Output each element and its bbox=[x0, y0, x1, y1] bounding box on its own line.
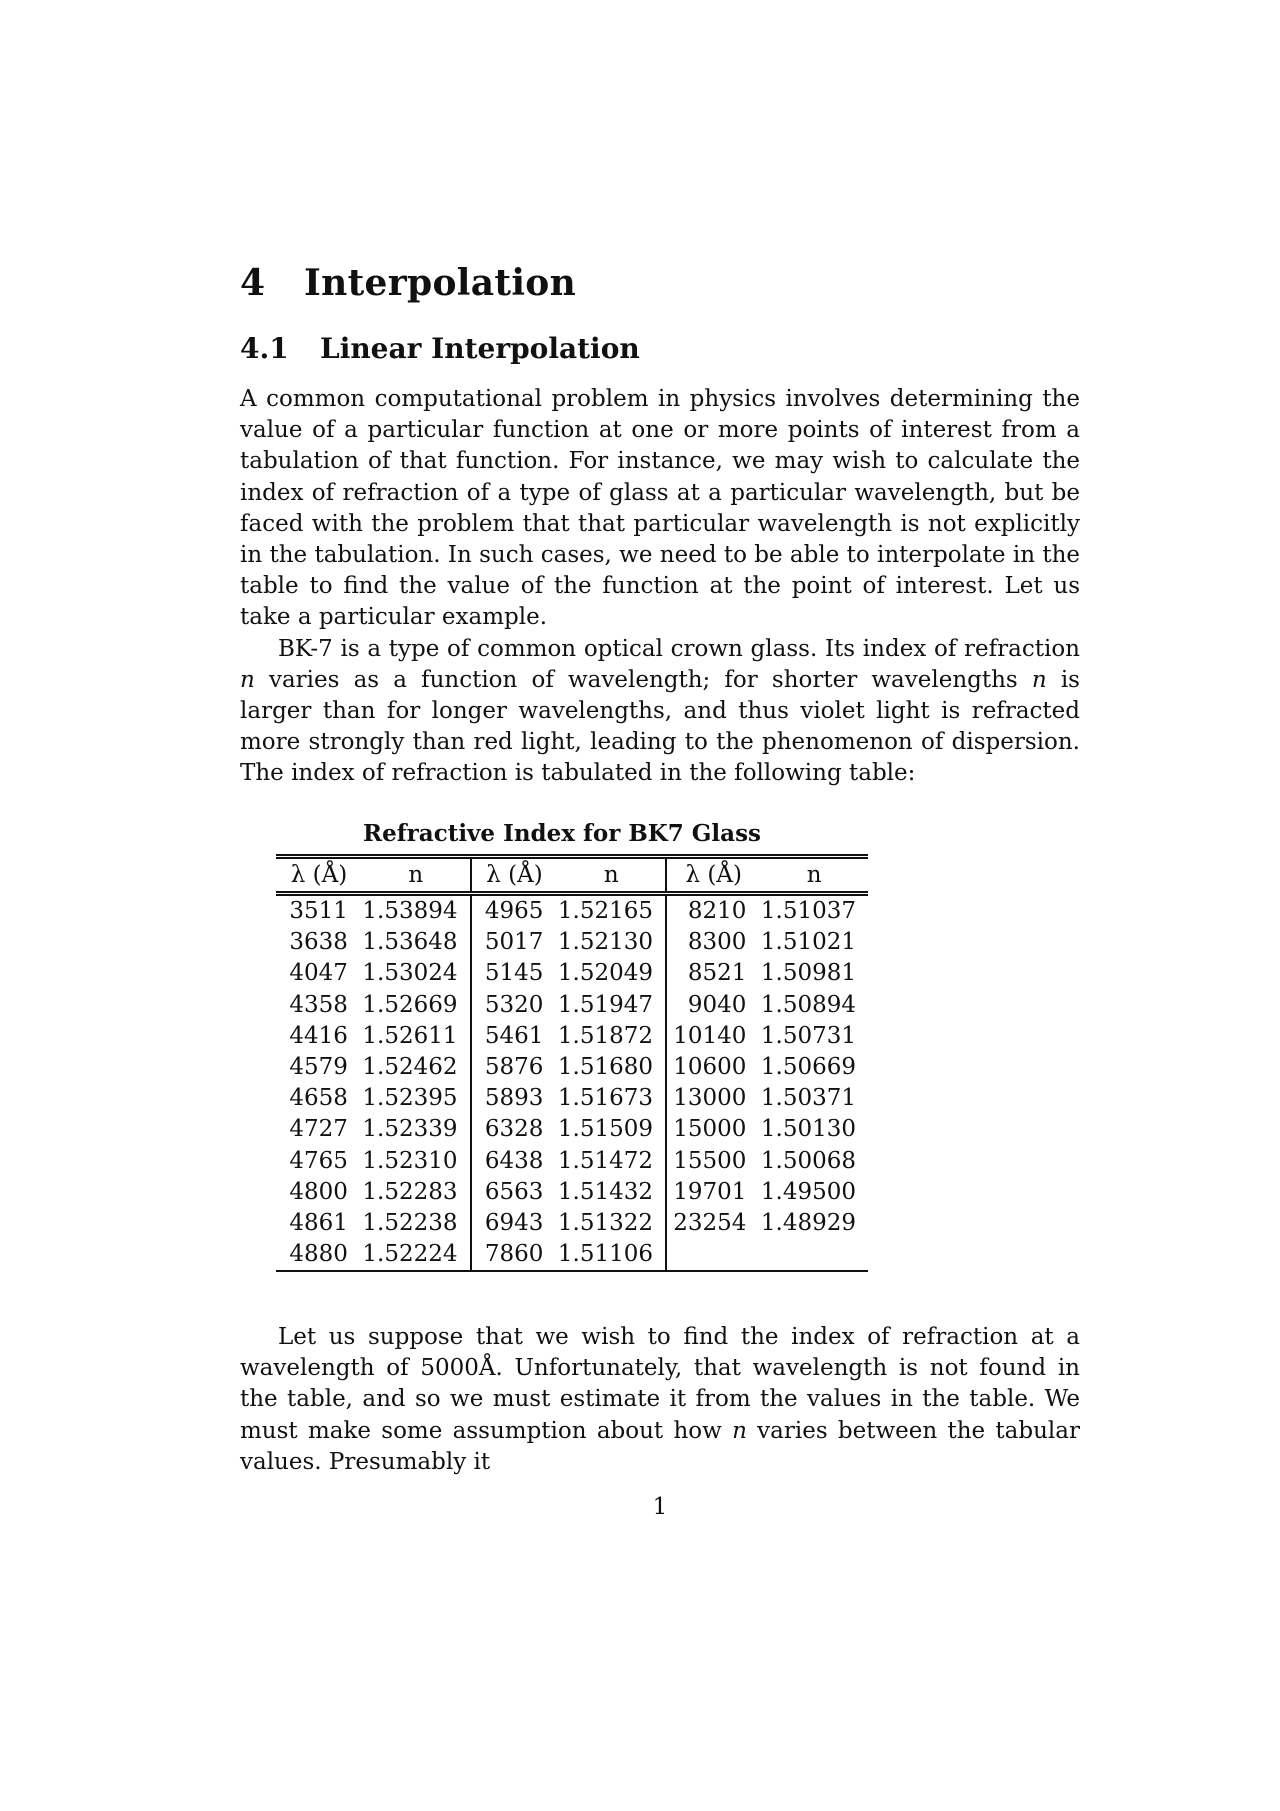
refractive-index-table-block bbox=[276, 818, 868, 1272]
cell-index: 1.50894 bbox=[760, 991, 856, 1018]
cell-index: 1.52049 bbox=[557, 958, 666, 989]
cell-index: 1.51673 bbox=[557, 1083, 666, 1114]
header-wavelength: λ (Å) bbox=[276, 857, 362, 894]
paragraph-2-part-c: is larger than for longer wavelengths, and thus violet light is refracted more strongly than red light, leading to the phenomenon of dispersion. The index of refraction is tabulated in the following table: bbox=[240, 666, 1080, 787]
intro-text bbox=[240, 384, 1080, 790]
cell-index: 1.52669 bbox=[362, 990, 471, 1021]
table-row bbox=[276, 1114, 868, 1145]
table-row bbox=[276, 1239, 868, 1271]
cell-wavelength: 4727 bbox=[289, 1116, 348, 1143]
cell-index bbox=[760, 1239, 868, 1271]
header-index: n bbox=[557, 857, 666, 894]
cell-wavelength: 4416 bbox=[289, 1022, 348, 1049]
cell-wavelength: 23254 bbox=[673, 1210, 747, 1237]
cell-index: 1.51432 bbox=[557, 1177, 666, 1208]
cell-index: 1.52339 bbox=[362, 1114, 471, 1145]
paragraph-1: A common computational problem in physics involves determining the value of a particular function at one or more points of interest from a tabulation of that function. For instance, we may wish to calculate the index of refraction of a type of glass at a particular wavelength, but be faced with the problem that that particular wavelength is not explicitly in the tabulation. In such cases, we need to be able to interpolate in the table to find the value of the function at the point of interest. Let us take a particular example. bbox=[240, 386, 1080, 631]
cell-index: 1.52238 bbox=[362, 1208, 471, 1239]
cell-wavelength: 4658 bbox=[289, 1085, 348, 1112]
cell-wavelength: 8300 bbox=[687, 929, 747, 956]
table-row bbox=[276, 1052, 868, 1083]
cell-wavelength: 3511 bbox=[289, 898, 348, 924]
subsection-heading bbox=[240, 332, 640, 365]
cell-wavelength: 15500 bbox=[673, 1147, 747, 1174]
cell-wavelength: 8521 bbox=[687, 960, 747, 987]
cell-wavelength: 5017 bbox=[484, 929, 544, 956]
cell-wavelength: 4800 bbox=[289, 1178, 348, 1205]
table-row bbox=[276, 1083, 868, 1114]
paragraph-2-part-a: BK-7 is a type of common optical crown glass. Its index of refraction bbox=[278, 635, 1080, 662]
cell-wavelength: 5876 bbox=[484, 1054, 544, 1081]
cell-index: 1.50068 bbox=[760, 1147, 856, 1174]
section-title: Interpolation bbox=[304, 262, 577, 304]
cell-index: 1.51322 bbox=[557, 1208, 666, 1239]
cell-index: 1.52165 bbox=[557, 894, 666, 928]
cell-wavelength: 4579 bbox=[289, 1054, 348, 1081]
table-row bbox=[276, 1146, 868, 1177]
cell-wavelength: 10140 bbox=[673, 1022, 747, 1049]
page-number: 1 bbox=[652, 1494, 668, 1520]
header-index: n bbox=[760, 857, 868, 894]
cell-wavelength: 10600 bbox=[673, 1054, 747, 1081]
cell-wavelength: 5320 bbox=[484, 991, 544, 1018]
cell-index: 1.51872 bbox=[557, 1021, 666, 1052]
table-row bbox=[276, 990, 868, 1021]
cell-wavelength: 4880 bbox=[289, 1241, 348, 1268]
cell-index: 1.52130 bbox=[557, 927, 666, 958]
cell-wavelength: 5461 bbox=[484, 1022, 544, 1049]
cell-wavelength: 4765 bbox=[289, 1147, 348, 1174]
cell-wavelength: 4965 bbox=[484, 898, 544, 924]
paragraph-3-part-b: varies between the tabular values. Presumably it bbox=[240, 1417, 1080, 1475]
table-row bbox=[276, 894, 868, 928]
cell-index: 1.53024 bbox=[362, 958, 471, 989]
cell-wavelength: 6438 bbox=[484, 1147, 544, 1174]
cell-index: 1.51509 bbox=[557, 1114, 666, 1145]
cell-wavelength: 13000 bbox=[673, 1085, 747, 1112]
header-wavelength: λ (Å) bbox=[666, 857, 760, 894]
cell-index: 1.50731 bbox=[760, 1022, 856, 1049]
paragraph-3 bbox=[240, 1322, 1080, 1478]
cell-index: 1.51037 bbox=[760, 898, 856, 924]
section-number: 4 bbox=[240, 262, 266, 304]
subsection-number: 4.1 bbox=[240, 332, 289, 365]
cell-wavelength: 4047 bbox=[289, 960, 348, 987]
cell-wavelength: 6563 bbox=[484, 1178, 544, 1205]
cell-wavelength: 8210 bbox=[687, 898, 747, 924]
paragraph-2-part-b: varies as a function of wavelength; for shorter wavelengths bbox=[254, 666, 1032, 693]
cell-index: 1.52395 bbox=[362, 1083, 471, 1114]
cell-index: 1.49500 bbox=[760, 1178, 856, 1205]
cell-index: 1.52224 bbox=[362, 1239, 471, 1271]
paragraph-2 bbox=[240, 634, 1080, 790]
cell-wavelength: 3638 bbox=[289, 929, 348, 956]
cell-index: 1.51947 bbox=[557, 990, 666, 1021]
cell-index: 1.53894 bbox=[362, 894, 471, 928]
table-row bbox=[276, 1177, 868, 1208]
cell-index: 1.52462 bbox=[362, 1052, 471, 1083]
cell-index: 1.52310 bbox=[362, 1146, 471, 1177]
cell-index: 1.50981 bbox=[760, 960, 856, 987]
table-caption: Refractive Index for BK7 Glass bbox=[363, 820, 761, 847]
cell-index: 1.50371 bbox=[760, 1085, 856, 1112]
table-row bbox=[276, 927, 868, 958]
cell-wavelength: 15000 bbox=[673, 1116, 747, 1143]
cell-wavelength: 6328 bbox=[484, 1116, 544, 1143]
variable-n: n bbox=[732, 1417, 747, 1444]
cell-wavelength: 6943 bbox=[484, 1210, 544, 1237]
cell-index: 1.48929 bbox=[760, 1210, 856, 1237]
cell-index: 1.50669 bbox=[760, 1054, 856, 1081]
header-index: n bbox=[362, 857, 471, 894]
cell-wavelength: 4861 bbox=[289, 1210, 348, 1237]
table-row bbox=[276, 1021, 868, 1052]
refractive-index-table bbox=[276, 854, 868, 1272]
cell-index: 1.53648 bbox=[362, 927, 471, 958]
cell-index: 1.51106 bbox=[557, 1239, 666, 1271]
cell-wavelength: 19701 bbox=[673, 1178, 747, 1205]
table-body bbox=[276, 894, 868, 1272]
variable-n: n bbox=[240, 666, 255, 693]
cell-wavelength: 7860 bbox=[484, 1241, 544, 1268]
cell-wavelength bbox=[666, 1239, 760, 1271]
cell-index: 1.51021 bbox=[760, 929, 856, 956]
section-heading bbox=[240, 262, 576, 304]
cell-index: 1.51472 bbox=[557, 1146, 666, 1177]
subsection-title: Linear Interpolation bbox=[320, 332, 640, 365]
table-header-row bbox=[276, 857, 868, 894]
cell-index: 1.50130 bbox=[760, 1116, 856, 1143]
cell-wavelength: 4358 bbox=[289, 991, 348, 1018]
cell-index: 1.52611 bbox=[362, 1021, 471, 1052]
cell-wavelength: 9040 bbox=[687, 991, 747, 1018]
followup-text bbox=[240, 1322, 1080, 1478]
cell-wavelength: 5145 bbox=[484, 960, 544, 987]
variable-n: n bbox=[1031, 666, 1047, 693]
header-wavelength: λ (Å) bbox=[471, 857, 558, 894]
table-row bbox=[276, 958, 868, 989]
cell-index: 1.52283 bbox=[362, 1177, 471, 1208]
cell-index: 1.51680 bbox=[557, 1052, 666, 1083]
table-row bbox=[276, 1208, 868, 1239]
paragraph-3-part-a: Let us suppose that we wish to find the index of refraction at a wavelength of 5000Å. Unfortunately, that wavelength is not found in the table, and so we must estimate it from the values in the table. We must make some assumption about how bbox=[240, 1324, 1080, 1444]
cell-wavelength: 5893 bbox=[484, 1085, 544, 1112]
